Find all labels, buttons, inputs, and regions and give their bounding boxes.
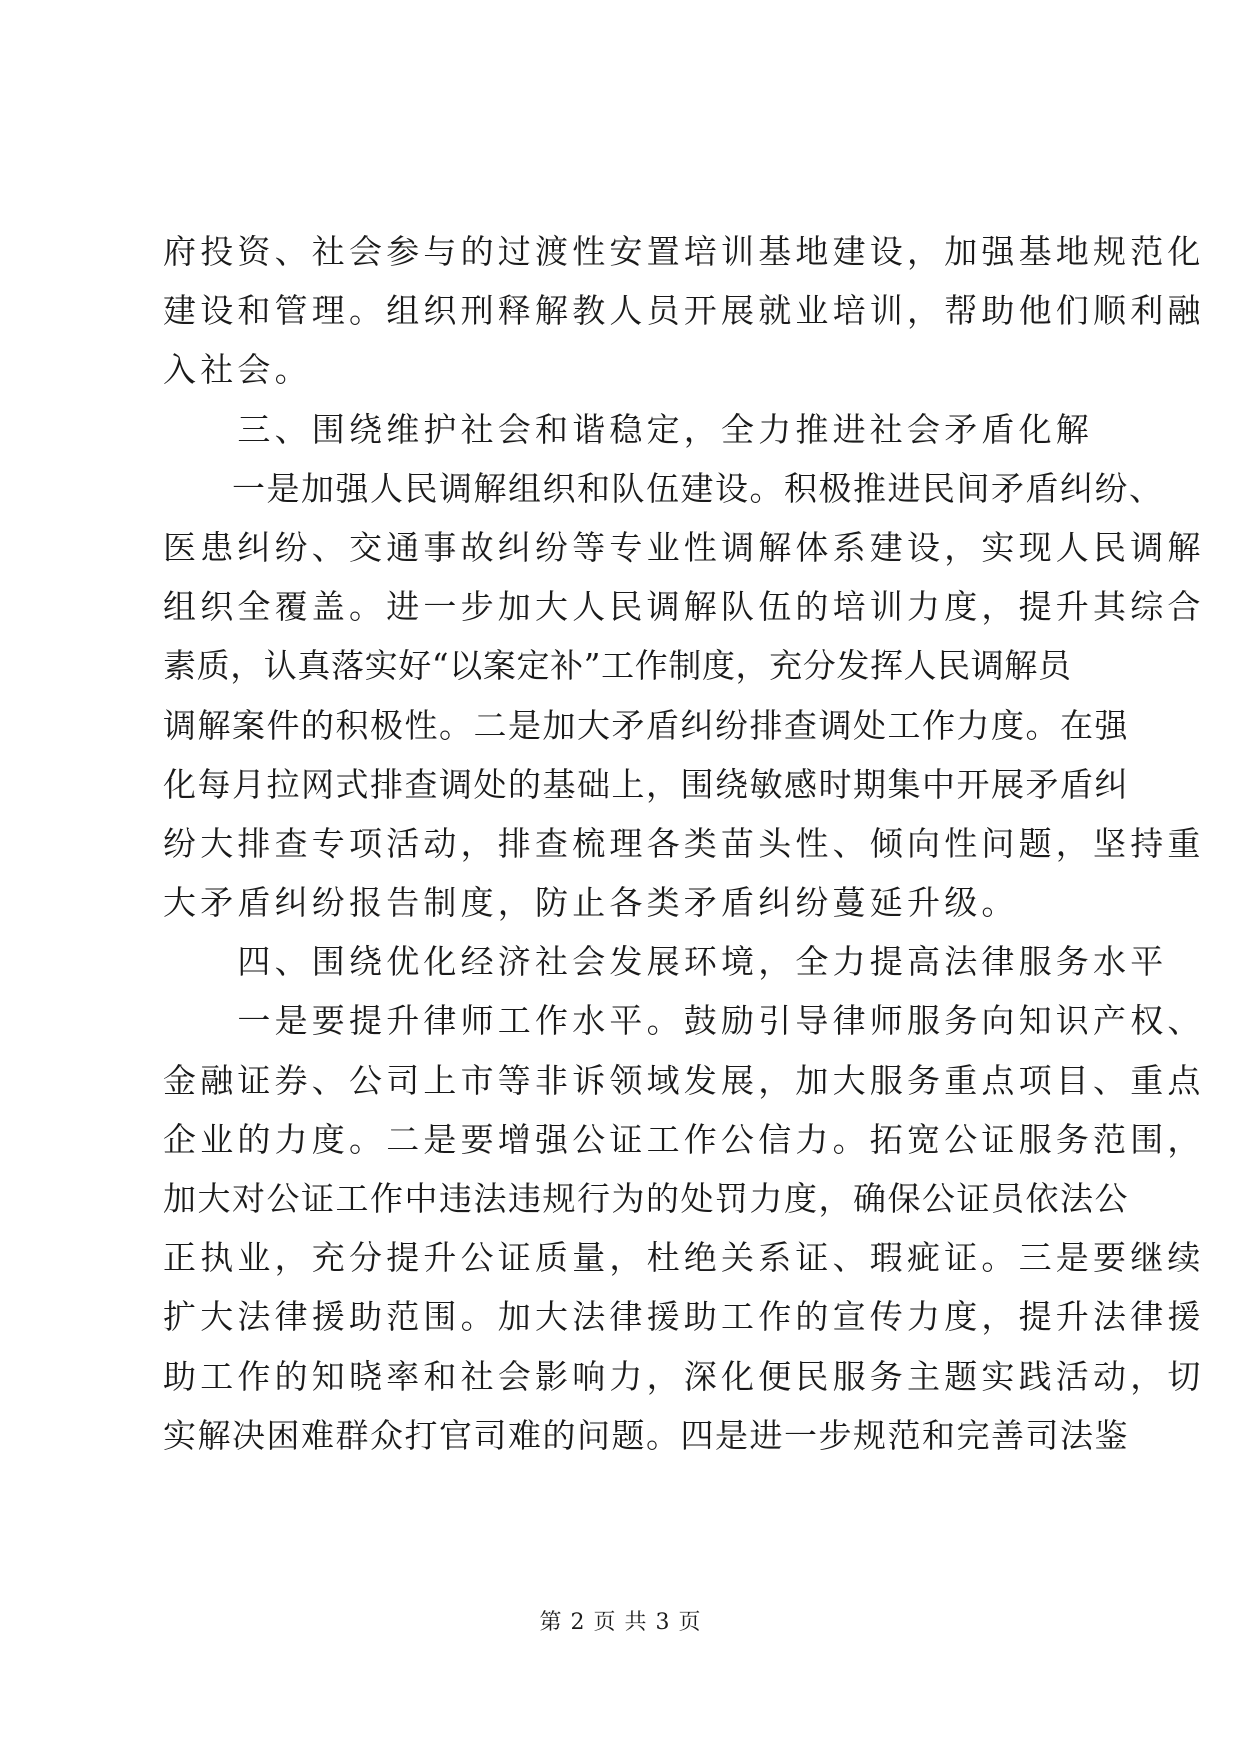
text-line: 实解决困难群众打官司难的问题。四是进一步规范和完善司法鉴 — [163, 1415, 1129, 1455]
text-line: 一是要提升律师工作水平。鼓励引导律师服务向知识产权、 — [163, 1001, 1205, 1041]
text-line: 医患纠纷、交通事故纠纷等专业性调解体系建设，实现人民调解 — [163, 527, 1205, 567]
text-line: 一是加强人民调解组织和队伍建设。积极推进民间矛盾纠纷、 — [163, 468, 1164, 508]
text-line: 建设和管理。组织刑释解教人员开展就业培训，帮助他们顺利融 — [163, 291, 1205, 331]
text-line: 府投资、社会参与的过渡性安置培训基地建设，加强基地规范化 — [163, 232, 1205, 271]
text-line: 扩大法律援助范围。加大法律援助工作的宣传力度，提升法律援 — [163, 1297, 1205, 1337]
text-line: 入社会。 — [163, 350, 312, 390]
section-heading: 四、围绕优化经济社会发展环境，全力提高法律服务水平 — [163, 942, 1168, 982]
text-line: 化每月拉网式排查调处的基础上，围绕敏感时期集中开展矛盾纠 — [163, 764, 1129, 804]
page-number-footer: 第 2 页 共 3 页 — [539, 1610, 702, 1635]
body-text — [163, 222, 1205, 1465]
text-line: 助工作的知晓率和社会影响力，深化便民服务主题实践活动，切 — [163, 1356, 1205, 1396]
text-line: 企业的力度。二是要增强公证工作公信力。拓宽公证服务范围， — [163, 1119, 1205, 1159]
text-line: 加大对公证工作中违法违规行为的处罚力度，确保公证员依法公 — [163, 1179, 1129, 1218]
text-line: 组织全覆盖。进一步加大人民调解队伍的培训力度，提升其综合 — [163, 587, 1205, 627]
text-line: 正执业，充分提升公证质量，杜绝关系证、瑕疵证。三是要继续 — [163, 1238, 1205, 1278]
text-line: 大矛盾纠纷报告制度，防止各类矛盾纠纷蔓延升级。 — [163, 883, 1019, 923]
section-heading: 三、围绕维护社会和谐稳定，全力推进社会矛盾化解 — [163, 409, 1093, 449]
text-line: 纷大排查专项活动，排查梳理各类苗头性、倾向性问题，坚持重 — [163, 823, 1205, 863]
text-line: 素质，认真落实好“以案定补”工作制度，充分发挥人民调解员 — [163, 646, 1072, 686]
text-line: 调解案件的积极性。二是加大矛盾纠纷排查调处工作力度。在强 — [163, 705, 1129, 745]
text-line: 金融证券、公司上市等非诉领域发展，加大服务重点项目、重点 — [163, 1060, 1205, 1100]
